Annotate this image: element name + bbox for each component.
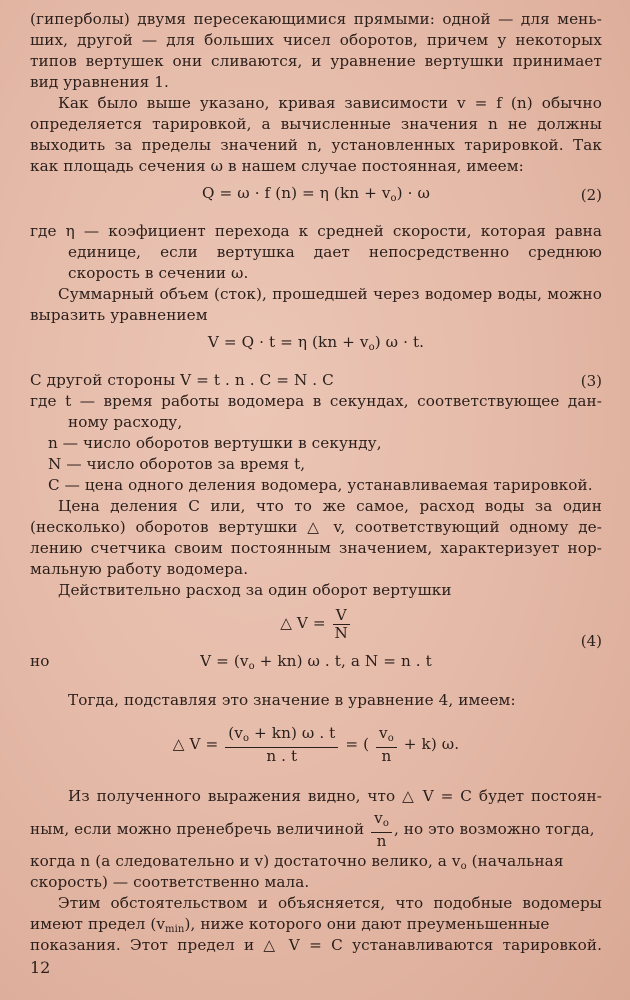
subscript: o	[390, 193, 397, 204]
text-line: лению счетчика своим постоянным значением, характеризует нор-	[30, 539, 602, 557]
text-line: выразить уравнением	[30, 306, 208, 324]
fraction-numerator: V	[333, 607, 350, 625]
text-segment: когда n (а следовательно и v) достаточно велико, а v	[30, 852, 461, 870]
fraction-denominator: n	[376, 832, 387, 850]
text-segment: (начальная	[466, 852, 564, 870]
text-line: Суммарный объем (сток), прошедшей через водомер воды, можно	[58, 285, 602, 303]
equation-text: V = (v	[200, 652, 249, 670]
equation-5	[30, 722, 602, 766]
subscript: o	[382, 818, 389, 829]
text-line: скорость) — соответственно мала.	[30, 873, 310, 891]
fraction-numerator	[225, 725, 338, 748]
equation-4	[30, 605, 602, 642]
text-line: ному расходу,	[68, 413, 183, 431]
equation-text: + kn) ω . t, а N = n . t	[254, 652, 432, 670]
text-segment: , но это возможно тогда,	[393, 820, 595, 838]
fraction	[371, 810, 392, 850]
fraction	[225, 725, 338, 765]
text-line-with-fraction	[30, 810, 602, 850]
text-line: где t — время работы водомера в секундах, соответствующее дан-	[30, 392, 602, 410]
equation-text: ) · ω	[396, 184, 430, 202]
text-line: вид уравнения 1.	[30, 73, 169, 91]
text-line: N — число оборотов за время t,	[48, 455, 306, 473]
equation-text: (v	[228, 724, 243, 742]
text-segment: ным, если можно пренебречь величиной	[30, 820, 365, 838]
equation-volume	[30, 332, 602, 358]
equation-text: v	[374, 809, 383, 827]
equation-text: △ V =	[280, 614, 326, 632]
equation-number: (2)	[580, 186, 602, 204]
text-line: n — число оборотов вертушки в секунду,	[48, 434, 382, 452]
fraction	[376, 725, 397, 765]
page-number: 12	[30, 958, 51, 977]
fraction-denominator: n	[381, 747, 392, 765]
fraction-numerator	[376, 725, 397, 748]
text-line: определяется тарировкой, а вычисленные значения n не должны	[30, 115, 602, 133]
text-line: (гиперболы) двумя пересекающимися прямыми: одной — для мень-	[30, 10, 602, 28]
text-line: типов вертушек они сливаются, и уравнение вертушки принимает	[30, 52, 602, 70]
text-line: Цена деления C или, что то же самое, расход воды за один	[58, 497, 602, 515]
fraction-denominator: N	[334, 623, 348, 642]
fraction	[333, 607, 350, 642]
text-segment: ), ниже которого они дают преуменьшенные	[184, 915, 550, 933]
text-line: Как было выше указано, кривая зависимости v = f (n) обычно	[58, 94, 602, 112]
subscript: o	[242, 733, 250, 744]
text-line: Тогда, подставляя это значение в уравнение 4, имеем:	[68, 691, 516, 709]
text-line: мальную работу водомера.	[30, 560, 249, 578]
subscript: o	[248, 661, 255, 672]
fraction-numerator	[371, 810, 392, 833]
equation-number: (3)	[580, 372, 602, 390]
text-line: С другой стороны V = t . n . C = N . C	[30, 371, 334, 389]
equation-text: Q = ω · f (n) = η (kn + v	[202, 184, 391, 202]
text-line: ших, другой — для больших чисел оборотов, причем у некоторых	[30, 31, 602, 49]
text-line: скорость в сечении ω.	[68, 264, 249, 282]
equation-text: + kn) ω . t	[249, 724, 336, 742]
equation-text: V = Q · t = η (kn + v	[207, 333, 369, 351]
subscript: o	[460, 861, 467, 872]
subscript: o	[368, 342, 375, 353]
text-line: Действительно расход за один оборот вертушки	[58, 581, 452, 599]
text-line: как площадь сечения ω в нашем случае постоянная, имеем:	[30, 157, 524, 175]
fraction-denominator: n . t	[266, 747, 298, 765]
text-line: показания. Этот предел и △ V = C устанавливаются тарировкой.	[30, 936, 602, 954]
text-line: C — цена одного деления водомера, устанавливаемая тарировкой.	[48, 476, 593, 494]
text-line: (несколько) оборотов вертушки △ v, соответствующий одному де-	[30, 518, 602, 536]
text-line: где η — коэфициент перехода к средней скорости, которая равна	[30, 222, 602, 240]
equation-text: △ V =	[172, 735, 219, 753]
subscript: o	[387, 733, 394, 744]
equation-number: (4)	[580, 632, 602, 650]
text-line: но	[30, 652, 50, 670]
equation-text: v	[379, 724, 388, 742]
equation-text: = (	[345, 735, 370, 753]
text-line: единице, если вертушка дает непосредственно среднюю	[68, 243, 602, 261]
equation-2	[30, 183, 602, 209]
text-line: Этим обстоятельством и объясняется, что подобные водомеры	[58, 894, 602, 912]
equation-4b	[30, 651, 602, 677]
equation-text: + k) ω.	[403, 735, 460, 753]
subscript: min	[165, 924, 185, 935]
text-line: Из полученного выражения видно, что △ V = C будет постоян-	[68, 787, 602, 805]
text-line: выходить за пределы значений n, установленных тарировкой. Так	[30, 136, 602, 154]
text-segment: имеют предел (v	[30, 915, 166, 933]
equation-text: ) ω · t.	[374, 333, 425, 351]
